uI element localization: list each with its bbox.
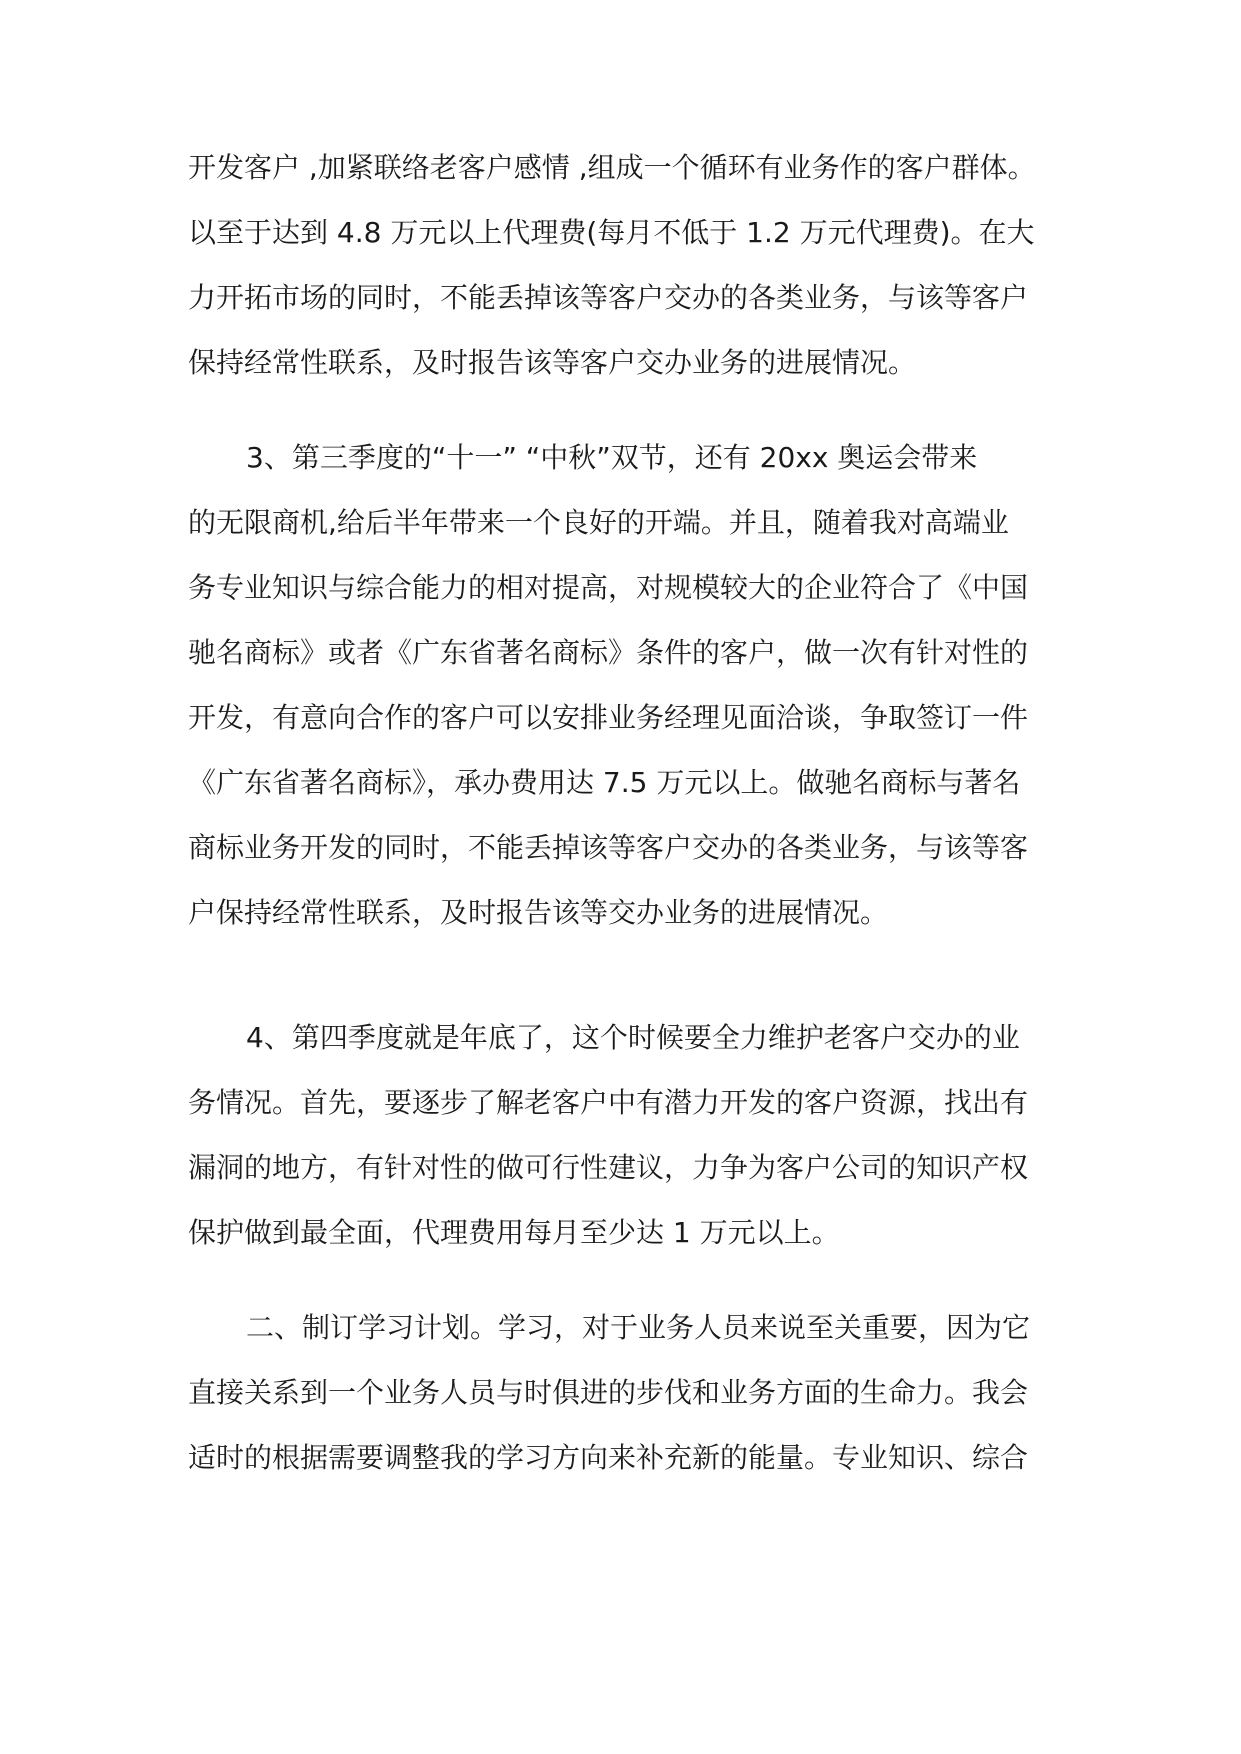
text-line: 务情况。首先，要逐步了解老客户中有潜力开发的客户资源，找出有 xyxy=(188,1086,1029,1119)
text-line: 直接关系到一个业务人员与时俱进的步伐和业务方面的生命力。我会 xyxy=(188,1376,1029,1409)
paragraph-1 xyxy=(188,135,1056,395)
paragraph-2 xyxy=(188,425,1056,945)
text-line: 保持经常性联系，及时报告该等客户交办业务的进展情况。 xyxy=(188,346,917,379)
text-line: 漏洞的地方，有针对性的做可行性建议，力争为客户公司的知识产权 xyxy=(188,1151,1029,1184)
text-line: 开发，有意向合作的客户可以安排业务经理见面洽谈，争取签订一件 xyxy=(188,701,1029,734)
text-line: 商标业务开发的同时，不能丢掉该等客户交办的各类业务，与该等客 xyxy=(188,831,1029,864)
text-line: 适时的根据需要调整我的学习方向来补充新的能量。专业知识、综合 xyxy=(188,1441,1029,1474)
text-line: 驰名商标》或者《广东省著名商标》条件的客户，做一次有针对性的 xyxy=(188,636,1029,669)
text-line: 4、第四季度就是年底了，这个时候要全力维护老客户交办的业 xyxy=(246,1021,1020,1054)
text-line: 务专业知识与综合能力的相对提高，对规模较大的企业符合了《中国 xyxy=(188,571,1029,604)
paragraph-3 xyxy=(188,1005,1056,1265)
text-line: 的无限商机,给后半年带来一个良好的开端。并且，随着我对高端业 xyxy=(188,506,1009,539)
text-line: 力开拓市场的同时，不能丢掉该等客户交办的各类业务，与该等客户 xyxy=(188,281,1029,314)
text-line: 3、第三季度的“十一” “中秋”双节，还有 20xx 奥运会带来 xyxy=(246,441,978,474)
paragraph-4 xyxy=(188,1295,1056,1490)
text-line: 开发客户 ,加紧联络老客户感情 ,组成一个循环有业务作的客户群体。 xyxy=(188,151,1036,184)
text-line: 户保持经常性联系，及时报告该等交办业务的进展情况。 xyxy=(188,896,889,929)
text-line: 《广东省著名商标》，承办费用达 7.5 万元以上。做驰名商标与著名 xyxy=(188,766,1021,799)
text-line: 以至于达到 4.8 万元以上代理费(每月不低于 1.2 万元代理费)。在大 xyxy=(188,216,1035,249)
text-line: 二、制订学习计划。学习，对于业务人员来说至关重要，因为它 xyxy=(246,1311,1031,1344)
text-line: 保护做到最全面，代理费用每月至少达 1 万元以上。 xyxy=(188,1216,840,1249)
